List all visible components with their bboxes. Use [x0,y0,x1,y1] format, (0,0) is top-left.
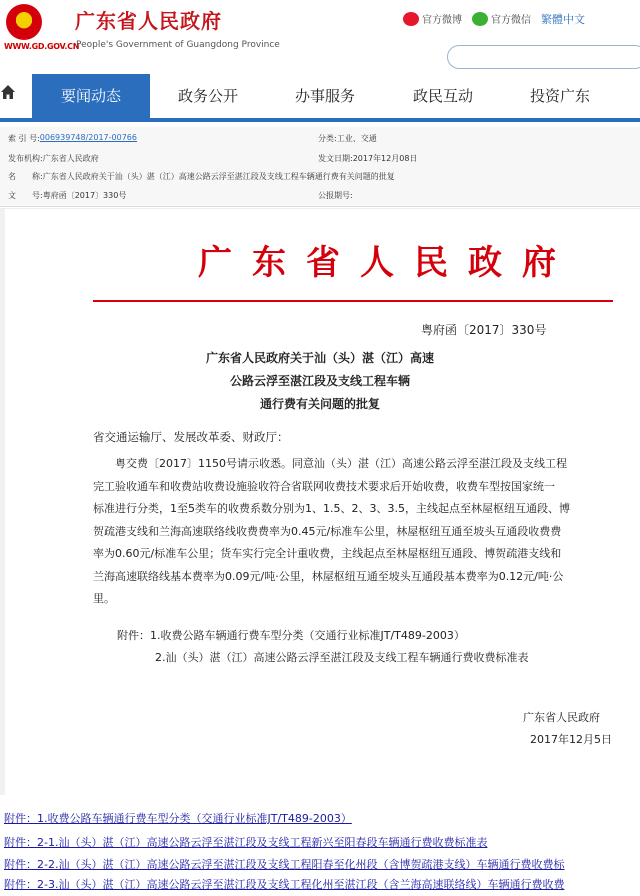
document-edge [0,209,5,795]
meta-issuer-value: 广东省人民政府 [42,154,99,163]
document-title-line: 公路云浮至湛江段及支线工程车辆 [229,374,410,388]
attachment-list [0,800,640,896]
document-attachment-line: 附件：1.收费公路车辆通行费车型分类（交通行业标准JT/T489-2003） [117,629,465,642]
meta-docno [8,190,126,201]
meta-notice-label: 公报期号: [318,191,353,200]
meta-notice [318,190,353,201]
document-title-line: 广东省人民政府关于汕（头）湛（江）高速 [205,351,434,365]
document-attachment-line: 2.汕（头）湛（江）高速公路云浮至湛江段及支线工程车辆通行费收费标准表 [155,651,529,664]
meta-date-label: 发文日期: [318,154,353,163]
meta-date-value: 2017年12月08日 [352,154,418,163]
weibo-icon [403,12,419,26]
star-icon: ★ [16,11,27,25]
body-line: 兰海高速联络线基本费率为0.09元/吨·公里，林屋枢纽互通至坡头互通段基本费率为0.12元/吨·公 [93,569,564,583]
document-scan [0,208,640,794]
language-switch[interactable]: 繁體中文 [541,13,585,26]
meta-category [318,133,377,144]
document-body [93,453,613,611]
main-nav [0,72,640,122]
meta-index-value[interactable]: 006939748/2017-00766 [39,133,137,142]
body-line: 完工验收通车和收费站收费设施验收符合省联网收费技术要求后开始收费，收费车型按国家统一 [93,479,555,493]
body-line: 粤交费〔2017〕1150号请示收悉。同意汕（头）湛（江）高速公路云浮至湛江段及支线工程 [115,457,567,470]
meta-name [8,171,395,182]
site-subtitle: People's Government of Guangdong Province [76,40,280,50]
document-masthead: 广东省人民政府 [198,243,576,283]
document-signature: 广东省人民政府 [523,711,600,724]
meta-category-label: 分类: [318,134,337,143]
body-line: 里。 [93,592,115,605]
nav-tab-interaction[interactable]: 政民互动 [412,87,473,105]
meta-docno-value: 粤府函〔2017〕330号 [42,191,127,200]
weibo-link[interactable] [403,11,462,26]
document-date: 2017年12月5日 [530,733,612,746]
nav-tab-news[interactable]: 要闻动态 [32,74,150,118]
search-input[interactable] [447,45,640,69]
wechat-icon [472,12,488,26]
document-number: 粤府函〔2017〕330号 [421,323,547,337]
meta-index-label: 索 引 号: [8,134,40,143]
site-header [0,0,640,72]
meta-issuer [8,153,99,164]
document-metadata [0,127,640,207]
meta-docno-label: 文 号: [8,191,43,200]
attachment-link[interactable]: 附件：2-2.汕（头）湛（江）高速公路云浮至湛江段及支线工程阳春至化州段（含博贺疏港支线）车辆通行费收费标 [4,858,565,871]
body-line: 率为0.60元/标准车公里；货车实行完全计重收费，主线起点至林屋枢纽互通段、博贺疏港支线和 [93,547,562,560]
meta-category-value: 工业、交通 [336,134,377,143]
body-line: 贺疏港支线和兰海高速联络线收费费率为0.45元/标准车公里，林屋枢纽互通至坡头互通段收费费 [93,524,562,538]
nav-tab-invest[interactable]: 投资广东 [529,87,590,105]
nav-tab-gov-affairs[interactable]: 政务公开 [177,87,238,105]
body-line: 标准进行分类，1至5类车的收费系数分别为1、1.5、2、3、3.5，主线起点至林屋枢纽互通段、博 [93,502,570,515]
meta-issuer-label: 发布机构: [8,154,43,163]
wechat-label: 官方微信 [491,15,531,26]
attachment-link[interactable]: 附件：2-1.汕（头）湛（江）高速公路云浮至湛江段及支线工程新兴至阳春段车辆通行费收费标准表 [4,836,488,849]
meta-index [8,133,137,144]
weibo-label: 官方微博 [422,15,462,26]
site-url: WWW.GD.GOV.CN [4,42,80,51]
nav-tab-services[interactable]: 办事服务 [294,87,355,105]
meta-name-label: 名 称: [8,172,43,181]
site-title[interactable]: 广东省人民政府 [75,9,222,33]
meta-name-value: 广东省人民政府关于汕（头）湛（江）高速公路云浮至湛江段及支线工程车辆通行费有关问题的批复 [42,172,395,181]
document-title-line: 通行费有关问题的批复 [259,397,380,411]
masthead-rule [93,300,613,302]
wechat-link[interactable] [472,11,531,26]
home-icon[interactable] [0,84,16,100]
document-addressee: 省交通运输厅、发展改革委、财政厅： [93,430,289,444]
attachment-link[interactable]: 附件：2-3.汕（头）湛（江）高速公路云浮至湛江段及支线工程化州至湛江段（含兰海高速联络线）车辆通行费收费 [4,878,565,891]
meta-date [318,153,417,164]
attachment-link[interactable]: 附件：1.收费公路车辆通行费车型分类（交通行业标准JT/T489-2003） [4,812,352,825]
